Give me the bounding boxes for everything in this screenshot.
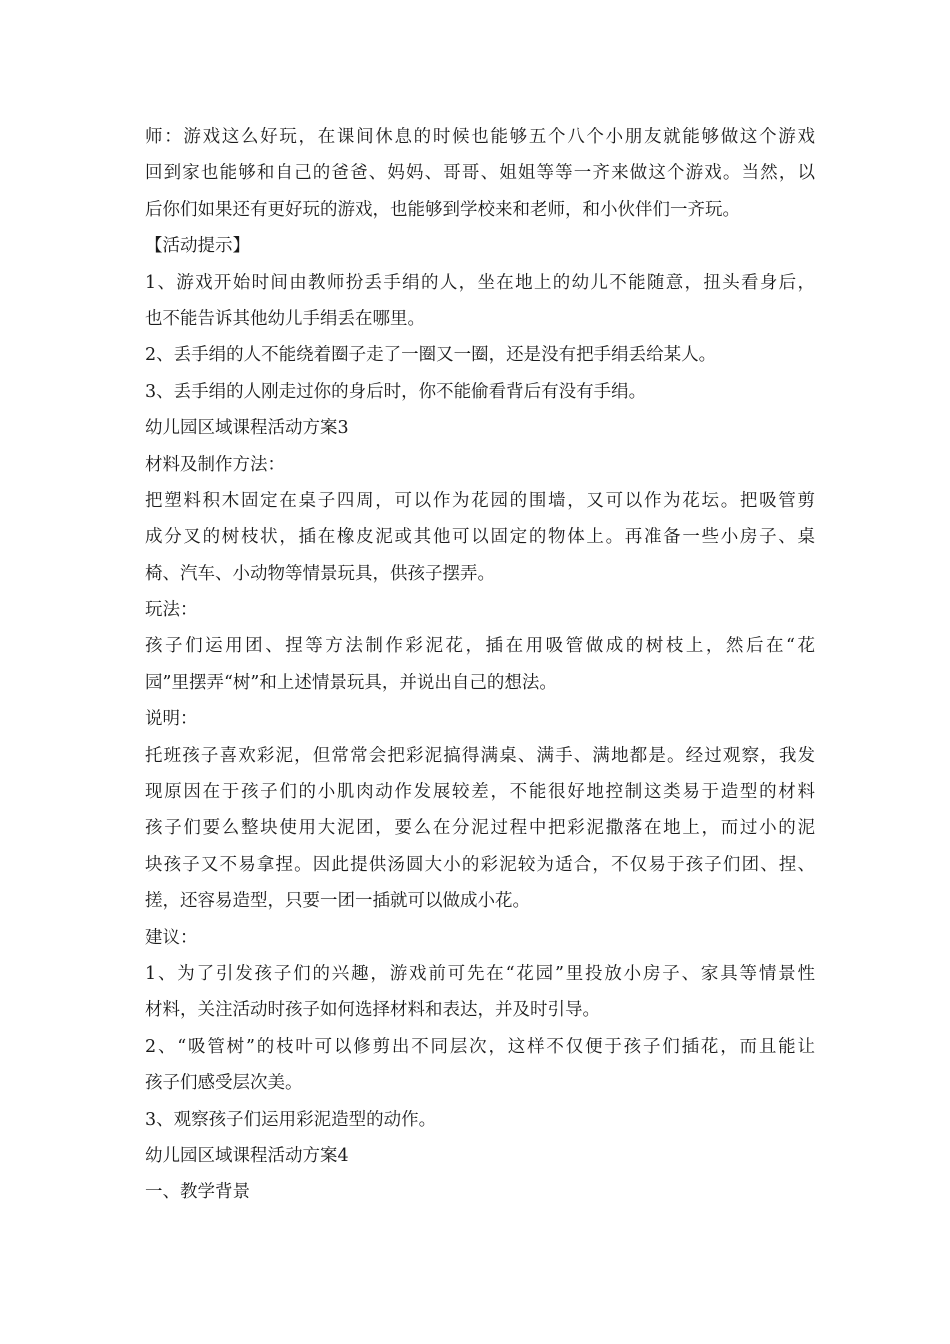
paragraph-line: 回到家也能够和自己的爸爸、妈妈、哥哥、姐姐等等一齐来做这个游戏。当然，以 [145,163,815,184]
list-item-continued: 材料，关注活动时孩子如何选择材料和表达，并及时引导。 [145,1000,600,1021]
subheading: 建议： [145,927,198,948]
list-item: 3、丢手绢的人刚走过你的身后时，你不能偷看背后有没有手绢。 [145,381,647,402]
list-item: 2、丢手绢的人不能绕着圈子走了一圈又一圈，还是没有把手绢丢给某人。 [145,345,717,366]
list-item: 2、“吸管树”的枝叶可以修剪出不同层次，这样不仅便于孩子们插花，而且能让 [145,1036,815,1057]
section-title: 幼儿园区域课程活动方案4 [145,1145,349,1166]
subheading: 材料及制作方法： [145,454,285,475]
subheading: 玩法： [145,600,198,621]
paragraph-line: 把塑料积木固定在桌子四周，可以作为花园的围墙，又可以作为花坛。把吸管剪 [145,490,815,511]
document-body [145,119,815,1211]
paragraph-line: 成分叉的树枝状，插在橡皮泥或其他可以固定的物体上。再准备一些小房子、桌 [145,527,815,548]
list-item: 1、为了引发孩子们的兴趣，游戏前可先在“花园”里投放小房子、家具等情景性 [145,963,815,984]
paragraph-line: 搓，还容易造型，只要一团一插就可以做成小花。 [145,891,530,912]
subheading: 一、教学背景 [145,1182,250,1203]
paragraph-line: 托班孩子喜欢彩泥，但常常会把彩泥搞得满桌、满手、满地都是。经过观察，我发 [145,745,815,766]
paragraph-line: 块孩子又不易拿捏。因此提供汤圆大小的彩泥较为适合，不仅易于孩子们团、捏、 [145,854,815,875]
section-title: 幼儿园区域课程活动方案3 [145,418,349,439]
paragraph-line: 椅、汽车、小动物等情景玩具，供孩子摆弄。 [145,563,495,584]
paragraph-line: 师：游戏这么好玩，在课间休息的时候也能够五个八个小朋友就能够做这个游戏 [145,127,815,147]
list-item-continued: 也不能告诉其他幼儿手绢丢在哪里。 [145,308,425,329]
paragraph-line: 园”里摆弄“树”和上述情景玩具，并说出自己的想法。 [145,672,557,693]
paragraph-line: 孩子们运用团、捏等方法制作彩泥花，插在用吸管做成的树枝上，然后在“花 [145,636,815,657]
paragraph-line: 现原因在于孩子们的小肌肉动作发展较差，不能很好地控制这类易于造型的材料 [145,782,815,803]
list-item: 1、游戏开始时间由教师扮丢手绢的人，坐在地上的幼儿不能随意，扭头看身后， [145,272,815,293]
paragraph-line: 后你们如果还有更好玩的游戏，也能够到学校来和老师，和小伙伴们一齐玩。 [145,199,740,220]
subheading: 说明： [145,709,198,730]
list-item: 3、观察孩子们运用彩泥造型的动作。 [145,1109,437,1130]
list-item-continued: 孩子们感受层次美。 [145,1073,303,1094]
section-heading: 【活动提示】 [145,236,250,257]
paragraph-line: 孩子们要么整块使用大泥团，要么在分泥过程中把彩泥撒落在地上，而过小的泥 [145,818,815,839]
